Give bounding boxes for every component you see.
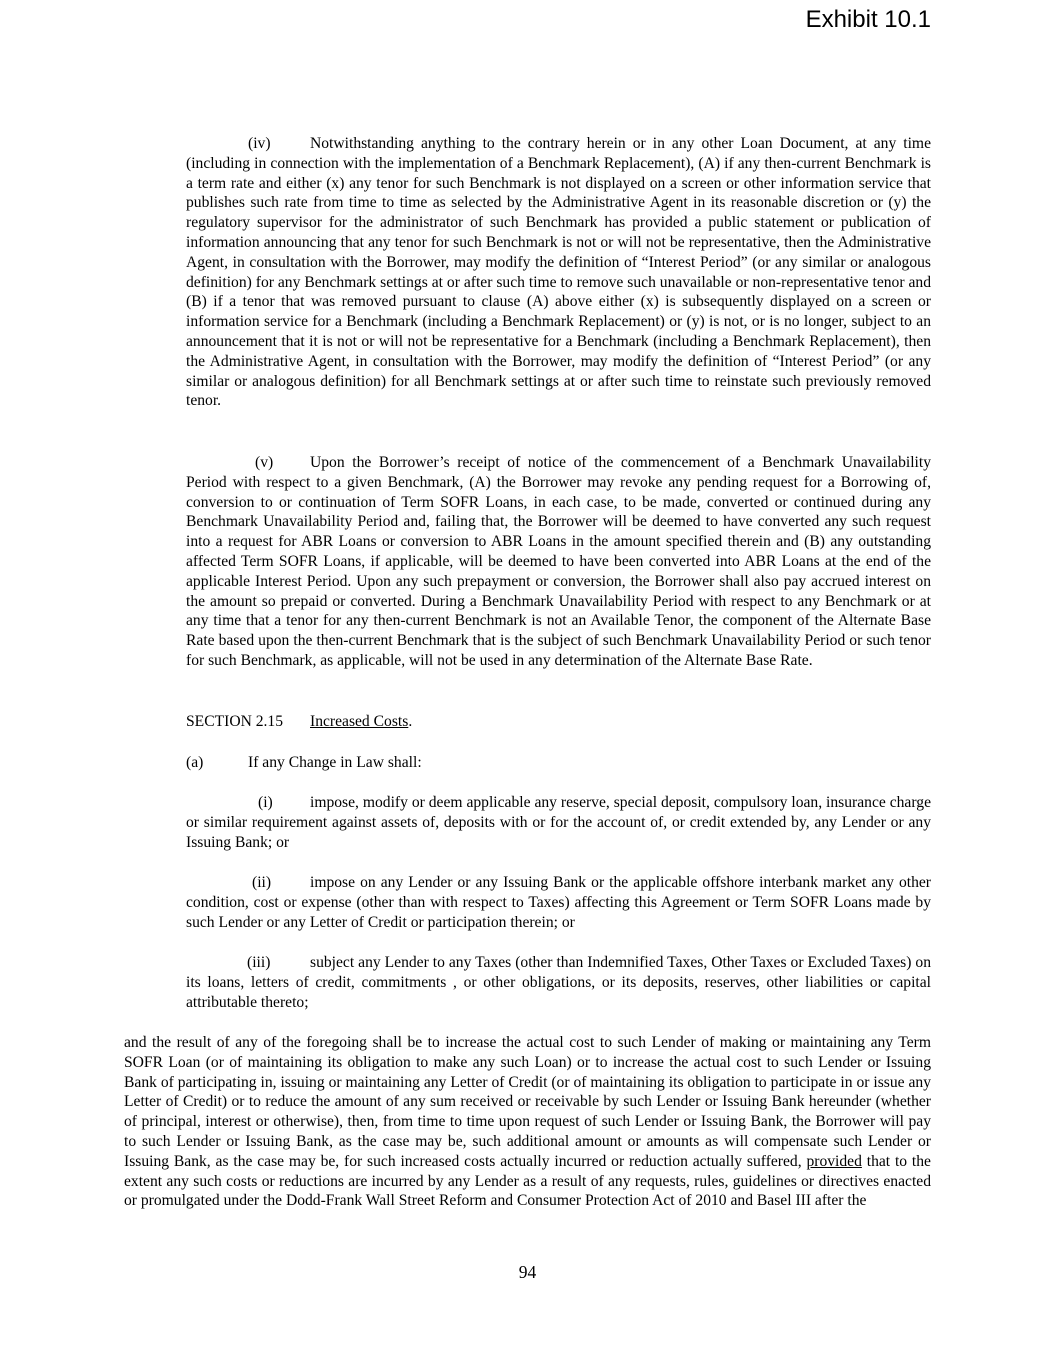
paragraph-ii-text: impose on any Lender or any Issuing Bank or the applicable offshore interbank market any other condition, cost or expense (other than with respect to Taxes) affecting this Agreement or Term SOFR Loans made by such Lender or any Letter of Credit or participation therein; or (186, 874, 931, 931)
paragraph-i (186, 793, 931, 852)
paragraph-ii (186, 873, 931, 932)
paragraph-closing-text-after: that to the extent any such costs or reductions are incurred by any Lender as a result of any requests, rules, guidelines or directives enacted or promulgated under the Dodd-Frank Wall Street Reform and Consumer Protection Act of 2010 and Basel III after the (124, 1152, 931, 1210)
paragraph-iii-label: (iii) (247, 954, 271, 971)
paragraph-iv-text: Notwithstanding anything to the contrary herein or in any other Loan Document, at any time (including in connection with the implementation of a Benchmark Replacement), (A) if any then-current Benchmark is a term rate and either (x) any tenor for such Benchmark is not displayed on a screen or other information service that publishes such rate from time to time as selected by the Administrative Agent in its reasonable discretion or (y) the regulatory supervisor for the administrator of such Benchmark has provided a public statement or publication of information announcing that any tenor for such Benchmark is not or will not be representative, then the Administrative Agent, in consultation with the Borrower, may modify the definition of “Interest Period” (or any similar or analogous definition) for any Benchmark settings at or after such time to remove such unavailable or non-representative tenor and (B) if a tenor that was removed pursuant to clause (A) above either (x) is subsequently displayed on a screen or information service for a Benchmark (including a Benchmark Replacement) or (y) is not, or is no longer, subject to an announcement that it is not or will not be representative for a Benchmark (including a Benchmark Replacement), then the Administrative Agent, in consultation with the Borrower, may modify the definition of “Interest Period” (or any similar or analogous definition) for all Benchmark settings at or after such time to reinstate such previously removed tenor. (186, 135, 931, 410)
paragraph-i-label: (i) (258, 794, 273, 811)
section-title-punct: . (408, 713, 413, 730)
paragraph-iii-text: subject any Lender to any Taxes (other than Indemnified Taxes, Other Taxes or Excluded Taxes) on its loans, letters of credit, commitments , or other obligations, or its deposits, reserves, other liabilities or capital attributable thereto; (186, 954, 931, 1011)
section-number: SECTION 2.15 (186, 713, 284, 730)
paragraph-a-label: (a) (186, 754, 204, 771)
paragraph-v-text: Upon the Borrower’s receipt of notice of the commencement of a Benchmark Unavailability Period with respect to a given Benchmark, (A) the Borrower may revoke any pending request for a Borrowing of, conversion to or continuation of Term SOFR Loans, in each case, to be made, converted or continued during any Benchmark Unavailability Period and, failing that, the Borrower will be deemed to have converted any such request into a request for ABR Loans or conversion to ABR Loans in the amount specified therein and (B) any outstanding affected Term SOFR Loans, if applicable, will be deemed to have been converted into ABR Loans at the end of the applicable Interest Period. Upon any such prepayment or conversion, the Borrower shall also pay accrued interest on the amount so prepaid or converted. During a Benchmark Unavailability Period with respect to any Benchmark or at any time that a tenor for any then-current Benchmark is not an Available Tenor, the component of the Alternate Base Rate based upon the then-current Benchmark that is the subject of such Benchmark Unavailability Period or such tenor for such Benchmark, as applicable, will not be used in any determination of the Alternate Base Rate. (186, 454, 931, 669)
paragraph-v (186, 453, 931, 671)
paragraph-a-text: If any Change in Law shall: (248, 754, 422, 771)
paragraph-i-text: impose, modify or deem applicable any reserve, special deposit, compulsory loan, insurance charge or similar requirement against assets of, deposits with or for the account of, or credit extended by, any Lender or any Issuing Bank; or (186, 794, 931, 851)
page-number: 94 (518, 1262, 537, 1282)
section-title: Increased Costs (310, 713, 409, 730)
paragraph-ii-label: (ii) (252, 874, 272, 891)
paragraph-a (186, 753, 422, 773)
paragraph-closing (124, 1033, 931, 1211)
paragraph-iv-label: (iv) (248, 135, 271, 152)
paragraph-v-label: (v) (255, 454, 274, 471)
paragraph-iv (186, 134, 931, 411)
exhibit-label: Exhibit 10.1 (805, 6, 931, 33)
paragraph-closing-text-before: and the result of any of the foregoing shall be to increase the actual cost to such Lender of making or maintaining any Term SOFR Loan (or of maintaining its obligation to make any such Loan) or to increase the actual cost to such Lender or Issuing Bank of participating in, issuing or maintaining any Letter of Credit (or of maintaining its obligation to participate in or issue any Letter of Credit) or to reduce the amount of any sum received or receivable by such Lender or Issuing Bank hereunder (whether of principal, interest or otherwise), then, from time to time upon request of such Lender or Issuing Bank, the Borrower will pay to such Lender or Issuing Bank, as the case may be, such additional amount or amounts as will compensate such Lender or Issuing Bank, as the case may be, for such increased costs actually incurred or reduction actually suffered, (124, 1034, 931, 1170)
section-heading (186, 712, 412, 732)
provided-term: provided (806, 1152, 862, 1170)
paragraph-iii (186, 953, 931, 1012)
